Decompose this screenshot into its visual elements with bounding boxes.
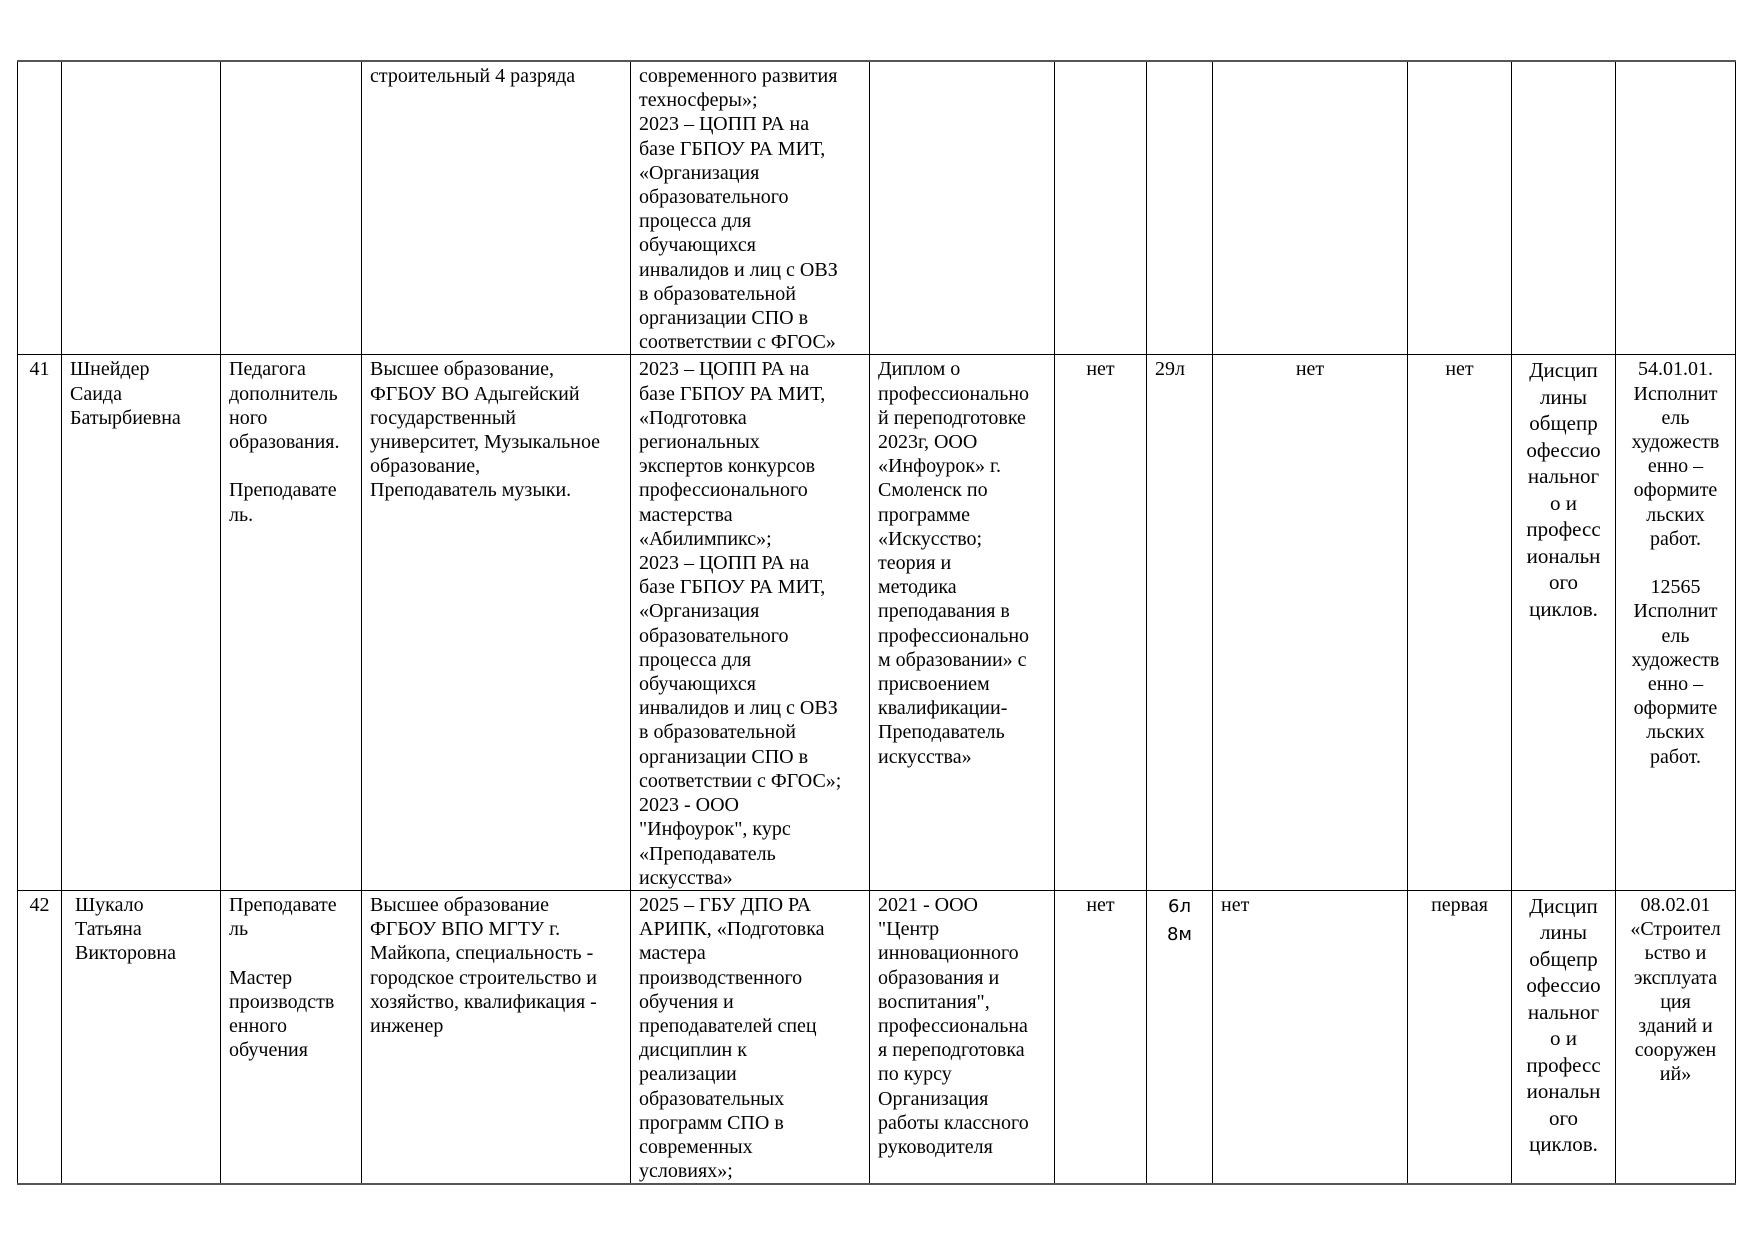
cell-num bbox=[18, 61, 62, 355]
cell-category: первая bbox=[1408, 890, 1512, 1184]
cell-retraining: 2021 - ООО "Центр инновационного образования и воспитания", профессиональна я переподготовка по курсу Организация работы классного руководителя bbox=[870, 890, 1055, 1184]
cell-num: 41 bbox=[18, 355, 62, 890]
cell-name: Шукало Татьяна Викторовна bbox=[62, 890, 221, 1184]
cell-category: нет bbox=[1408, 355, 1512, 890]
staff-table bbox=[17, 60, 1736, 1185]
cell-experience: 29л bbox=[1147, 355, 1213, 890]
cell-education: Высшее образование ФГБОУ ВПО МГТУ г. Майкопа, специальность - городское строительство и хозяйство, квалификация - инженер bbox=[362, 890, 631, 1184]
cell-disciplines: Дисцип лины общепр офессио нальног о и професс иональн ого циклов. bbox=[1512, 890, 1616, 1184]
cell-disciplines bbox=[1512, 61, 1616, 355]
cell-experience: 6л 8м bbox=[1147, 890, 1213, 1184]
cell-programs: 08.02.01 «Строител ьство и эксплуата ция зданий и сооружен ий» bbox=[1616, 890, 1736, 1184]
cell-education: Высшее образование, ФГБОУ ВО Адыгейский государственный университет, Музыкальное образование, Преподаватель музыки. bbox=[362, 355, 631, 890]
table-row bbox=[18, 61, 1736, 355]
cell-title bbox=[1213, 61, 1408, 355]
cell-name bbox=[62, 61, 221, 355]
cell-programs: 54.01.01. Исполнит ель художеств енно – оформите льских работ. 12565 Исполнит ель художеств енно – оформите льских работ. bbox=[1616, 355, 1736, 890]
cell-num: 42 bbox=[18, 890, 62, 1184]
cell-training: современного развития техносферы»; 2023 – ЦОПП РА на базе ГБПОУ РА МИТ, «Организация образовательного процесса для обучающихся инвалидов и лиц с ОВЗ в образовательной организации СПО в соответствии с ФГОС» bbox=[631, 61, 870, 355]
cell-name: Шнейдер Саида Батырбиевна bbox=[62, 355, 221, 890]
cell-programs bbox=[1616, 61, 1736, 355]
cell-title: нет bbox=[1213, 355, 1408, 890]
cell-training: 2023 – ЦОПП РА на базе ГБПОУ РА МИТ, «Подготовка региональных экспертов конкурсов профессионального мастерства «Абилимпикс»; 2023 – ЦОПП РА на базе ГБПОУ РА МИТ, «Организация образовательного процесса для обучающихся инвалидов и лиц с ОВЗ в образовательной организации СПО в соответствии с ФГОС»; 2023 - ООО "Инфоурок", курс «Преподаватель искусства» bbox=[631, 355, 870, 890]
cell-retraining: Диплом о профессионально й переподготовке 2023г, ООО «Инфоурок» г. Смоленск по программе «Искусство; теория и методика преподавания в профессионально м образовании» с присвоением квалификации- Преподаватель искусства» bbox=[870, 355, 1055, 890]
cell-degree bbox=[1055, 61, 1147, 355]
cell-training: 2025 – ГБУ ДПО РА АРИПК, «Подготовка мастера производственного обучения и преподавателей спец дисциплин к реализации образовательных программ СПО в современных условиях»; bbox=[631, 890, 870, 1184]
cell-category bbox=[1408, 61, 1512, 355]
cell-title: нет bbox=[1213, 890, 1408, 1184]
cell-position: Преподавате ль Мастер производств енного обучения bbox=[221, 890, 362, 1184]
table-row bbox=[18, 890, 1736, 1184]
cell-position bbox=[221, 61, 362, 355]
table-row bbox=[18, 355, 1736, 890]
cell-disciplines: Дисцип лины общепр офессио нальног о и професс иональн ого циклов. bbox=[1512, 355, 1616, 890]
cell-degree: нет bbox=[1055, 355, 1147, 890]
cell-experience bbox=[1147, 61, 1213, 355]
cell-degree: нет bbox=[1055, 890, 1147, 1184]
cell-position: Педагога дополнитель ного образования. Преподавате ль. bbox=[221, 355, 362, 890]
cell-education: строительный 4 разряда bbox=[362, 61, 631, 355]
cell-retraining bbox=[870, 61, 1055, 355]
